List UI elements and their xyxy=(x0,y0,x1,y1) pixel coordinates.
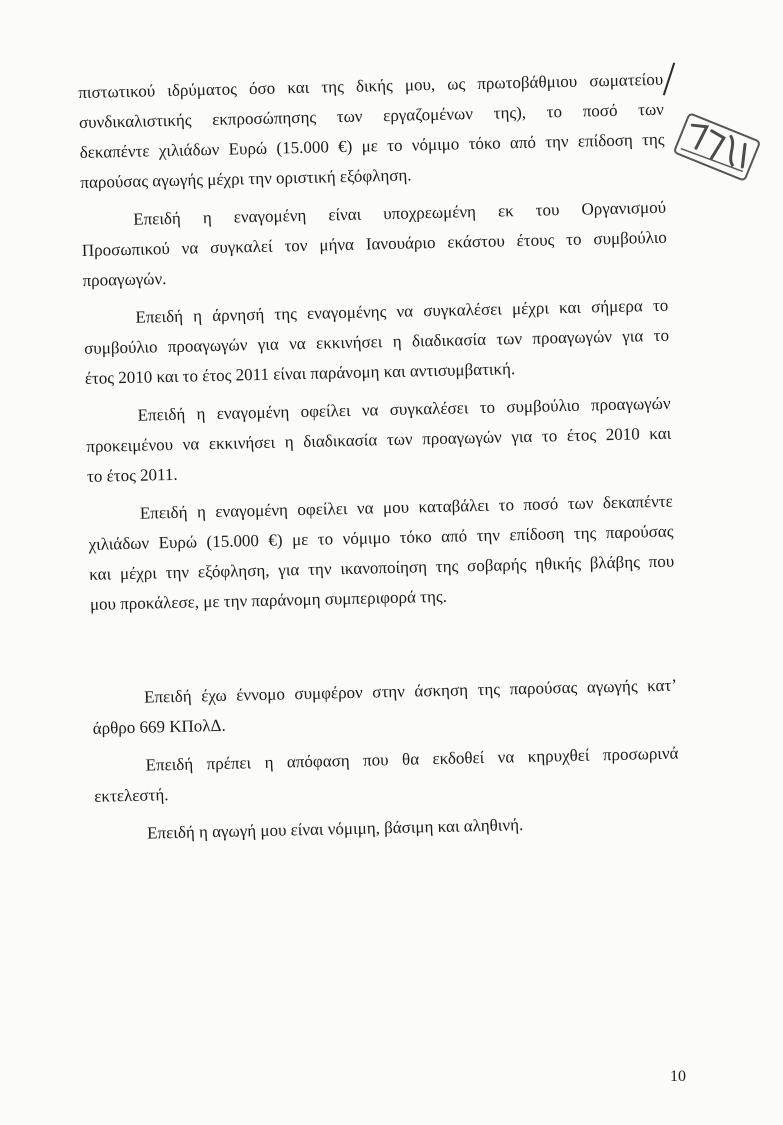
text-line: άρθρο 669 ΚΠολΔ. xyxy=(92,715,226,738)
paragraph xyxy=(78,65,666,198)
text-line: παρούσας αγωγής μέχρι την οριστική εξόφληση. xyxy=(80,165,412,192)
text-line: Επειδή η εναγομένη είναι υποχρεωμένη εκ του Οργανισμού xyxy=(133,197,667,229)
text-line: Επειδή η αγωγή μου είναι νόμιμη, βάσιμη και αληθινή. xyxy=(146,815,524,843)
text-line: και μέχρι την εξόφληση, για την ικανοποίηση της σοβαρής ηθικής βλάβης που xyxy=(89,551,675,584)
text-line: μου προκάλεσε, με την παράνομη συμπεριφορά της. xyxy=(89,586,448,614)
text-line: πιστωτικού ιδρύματος όσο και της δικής μου, ως πρωτοβάθμιου σωματείου xyxy=(78,69,664,102)
stamp-icon xyxy=(670,108,765,185)
text-line: εκτελεστή. xyxy=(94,785,169,806)
paragraph xyxy=(85,389,672,492)
text-line: έτος 2010 και το έτος 2011 είναι παράνομη και αντισυμβατική. xyxy=(84,359,516,388)
text-line: συνδικαλιστικής εκπροσώπησης των εργαζομένων της), το ποσό των xyxy=(78,99,665,132)
text-line: το έτος 2011. xyxy=(86,464,178,486)
document-body xyxy=(78,65,681,858)
text-line: χιλιάδων Ευρώ (15.000 €) με το νόμιμο τόκο από την επίδοση της παρούσας xyxy=(88,521,674,554)
paragraph xyxy=(83,291,670,394)
text-line: προαγωγών. xyxy=(82,269,167,290)
margin-pen-mark xyxy=(663,63,675,96)
paragraph xyxy=(92,671,678,744)
paragraph xyxy=(81,193,668,296)
text-line: συμβούλιο προαγωγών για να εκκινήσει η διαδικασία των προαγωγών για το xyxy=(83,325,670,358)
text-line: Προσωπικού να συγκαλεί τον μήνα Ιανουάριο εκάστου έτους το συμβούλιο xyxy=(81,227,667,260)
text-line: Επειδή η εναγομένη οφείλει να συγκαλέσει το συμβούλιο προαγωγών xyxy=(137,393,671,425)
paragraph xyxy=(95,807,681,850)
text-line: Επειδή έχω έννομο συμφέρον στην άσκηση της παρούσας αγωγής κατ’ xyxy=(143,675,678,707)
page-number: 10 xyxy=(670,1068,686,1085)
text-line: Επειδή η εναγομένη οφείλει να μου καταβάλει το ποσό των δεκαπέντε xyxy=(139,491,673,523)
paragraph xyxy=(88,487,676,620)
text-line: δεκαπέντε χιλιάδων Ευρώ (15.000 €) με το νόμιμο τόκο από την επίδοση της xyxy=(79,129,665,162)
text-line: Επειδή η άρνησή της εναγομένης να συγκαλέσει μέχρι και σήμερα το xyxy=(135,295,669,327)
text-line: προκειμένου να εκκινήσει η διαδικασία των προαγωγών για το έτος 2010 και xyxy=(86,423,672,456)
text-line: Επειδή πρέπει η απόφαση που θα εκδοθεί να κηρυχθεί προσωρινά xyxy=(145,743,679,775)
paragraph xyxy=(93,739,679,812)
